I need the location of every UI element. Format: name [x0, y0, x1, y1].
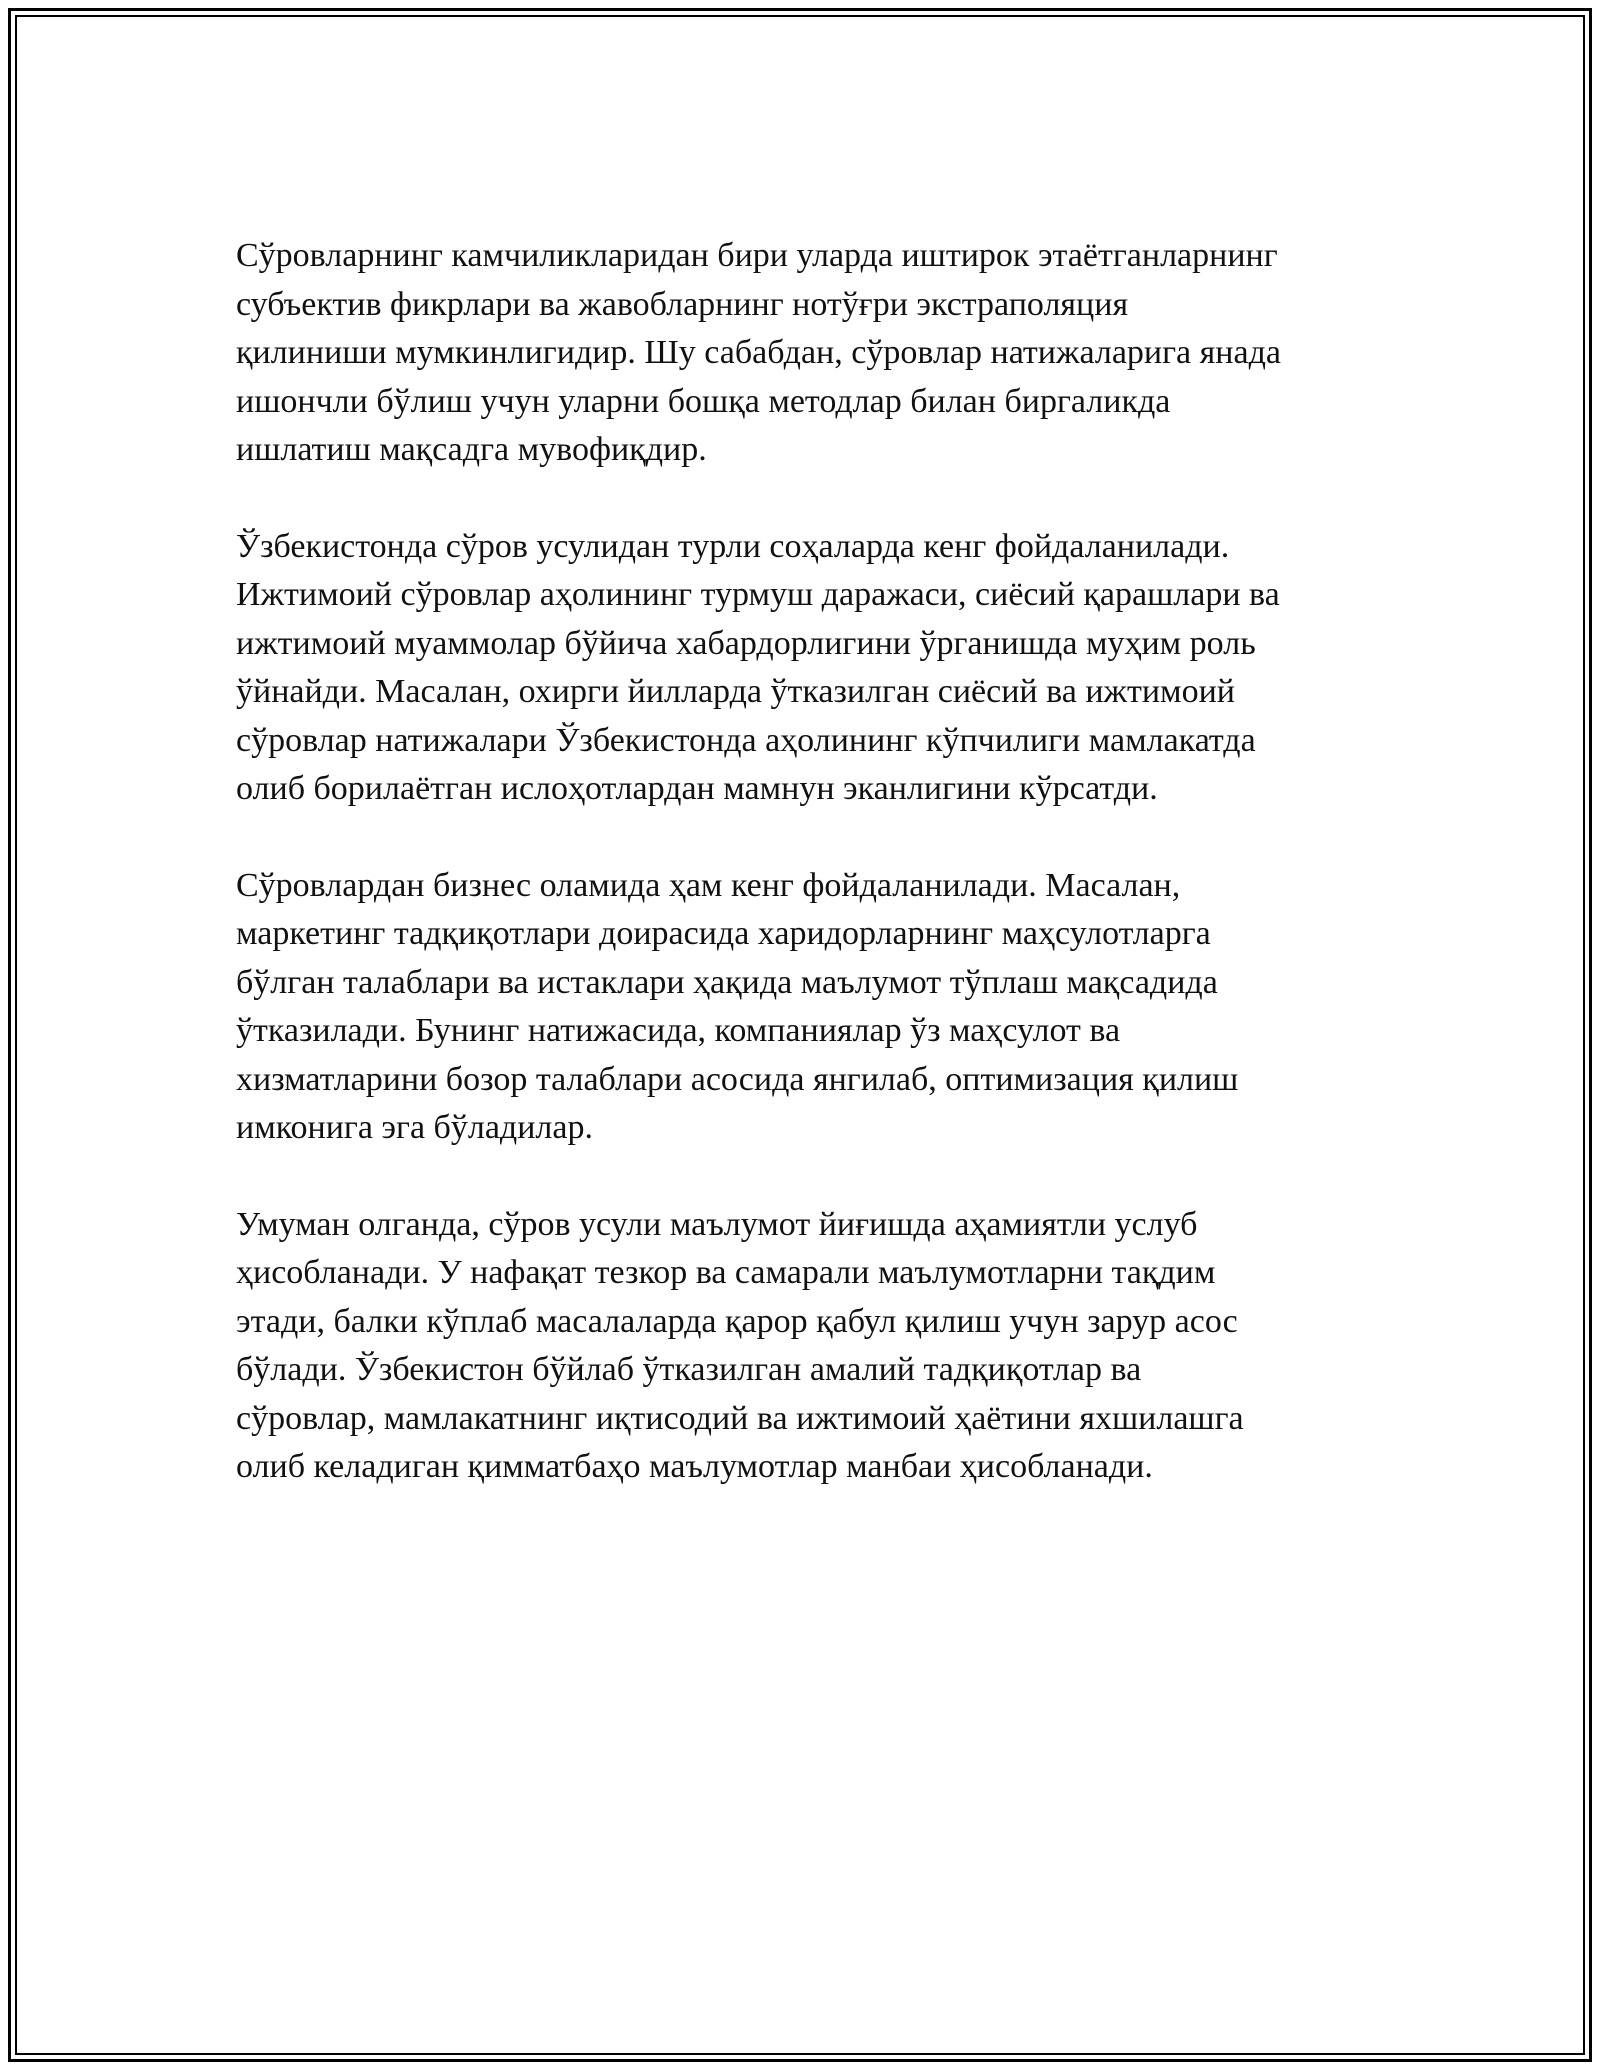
text-line: имконига эга бўладилар. [236, 1109, 593, 1146]
text-line: бўлади. Ўзбекистон бўйлаб ўтказилган амалий тадқиқотлар ва [236, 1351, 1142, 1388]
document-body [236, 232, 1386, 1492]
text-line: Ўзбекистонда сўров усулидан турли соҳаларда кенг фойдаланилади. [236, 527, 1230, 565]
text-line: қилиниши мумкинлигидир. Шу сабабдан, сўровлар натижаларига янада [236, 334, 1281, 371]
paragraph-1 [236, 232, 1386, 475]
text-line: Ижтимоий сўровлар аҳолининг турмуш даражаси, сиёсий қарашлари ва [236, 576, 1280, 613]
text-line: сўровлар натижалари Ўзбекистонда аҳолининг кўпчилиги мамлакатда [236, 721, 1256, 759]
text-line: субъектив фикрлари ва жавобларнинг нотўғри экстраполяция [236, 285, 1129, 323]
text-line: Сўровларнинг камчиликларидан бири уларда иштирок этаётганларнинг [236, 237, 1278, 274]
text-line: сўровлар, мамлакатнинг иқтисодий ва ижтимоий ҳаётини яхшилашга [236, 1399, 1244, 1437]
text-line: ҳисобланади. У нафақат тезкор ва самарали маълумотларни тақдим [236, 1254, 1216, 1291]
text-line: ўтказилади. Бунинг натижасида, компаниялар ўз маҳсулот ва [236, 1012, 1121, 1049]
text-line: ишончли бўлиш учун уларни бошқа методлар билан биргаликда [236, 382, 1171, 420]
text-line: олиб борилаётган ислоҳотлардан мамнун эканлигини кўрсатди. [236, 770, 1158, 807]
text-line: хизматларини бозор талаблари асосида янгилаб, оптимизация қилиш [236, 1060, 1239, 1098]
text-line: ижтимоий муаммолар бўйича хабардорлигини ўрганишда муҳим роль [236, 624, 1256, 662]
paragraph-4 [236, 1201, 1386, 1492]
text-line: ўйнайди. Масалан, охирги йилларда ўтказилган сиёсий ва ижтимоий [236, 673, 1235, 710]
text-line: Сўровлардан бизнес оламида ҳам кенг фойдаланилади. Масалан, [236, 866, 1181, 904]
paragraph-3 [236, 862, 1386, 1153]
text-line: маркетинг тадқиқотлари доирасида харидорларнинг маҳсулотларга [236, 915, 1211, 952]
paragraph-2 [236, 523, 1386, 814]
text-line: бўлган талаблари ва истаклари ҳақида маълумот тўплаш мақсадида [236, 963, 1218, 1001]
text-line: этади, балки кўплаб масалаларда қарор қабул қилиш учун зарур асос [236, 1302, 1238, 1340]
text-line: ишлатиш мақсадга мувофиқдир. [236, 431, 707, 468]
text-line: Умуман олганда, сўров усули маълумот йиғишда аҳамиятли услуб [236, 1205, 1198, 1243]
text-line: олиб келадиган қимматбаҳо маълумотлар манбаи ҳисобланади. [236, 1448, 1153, 1485]
